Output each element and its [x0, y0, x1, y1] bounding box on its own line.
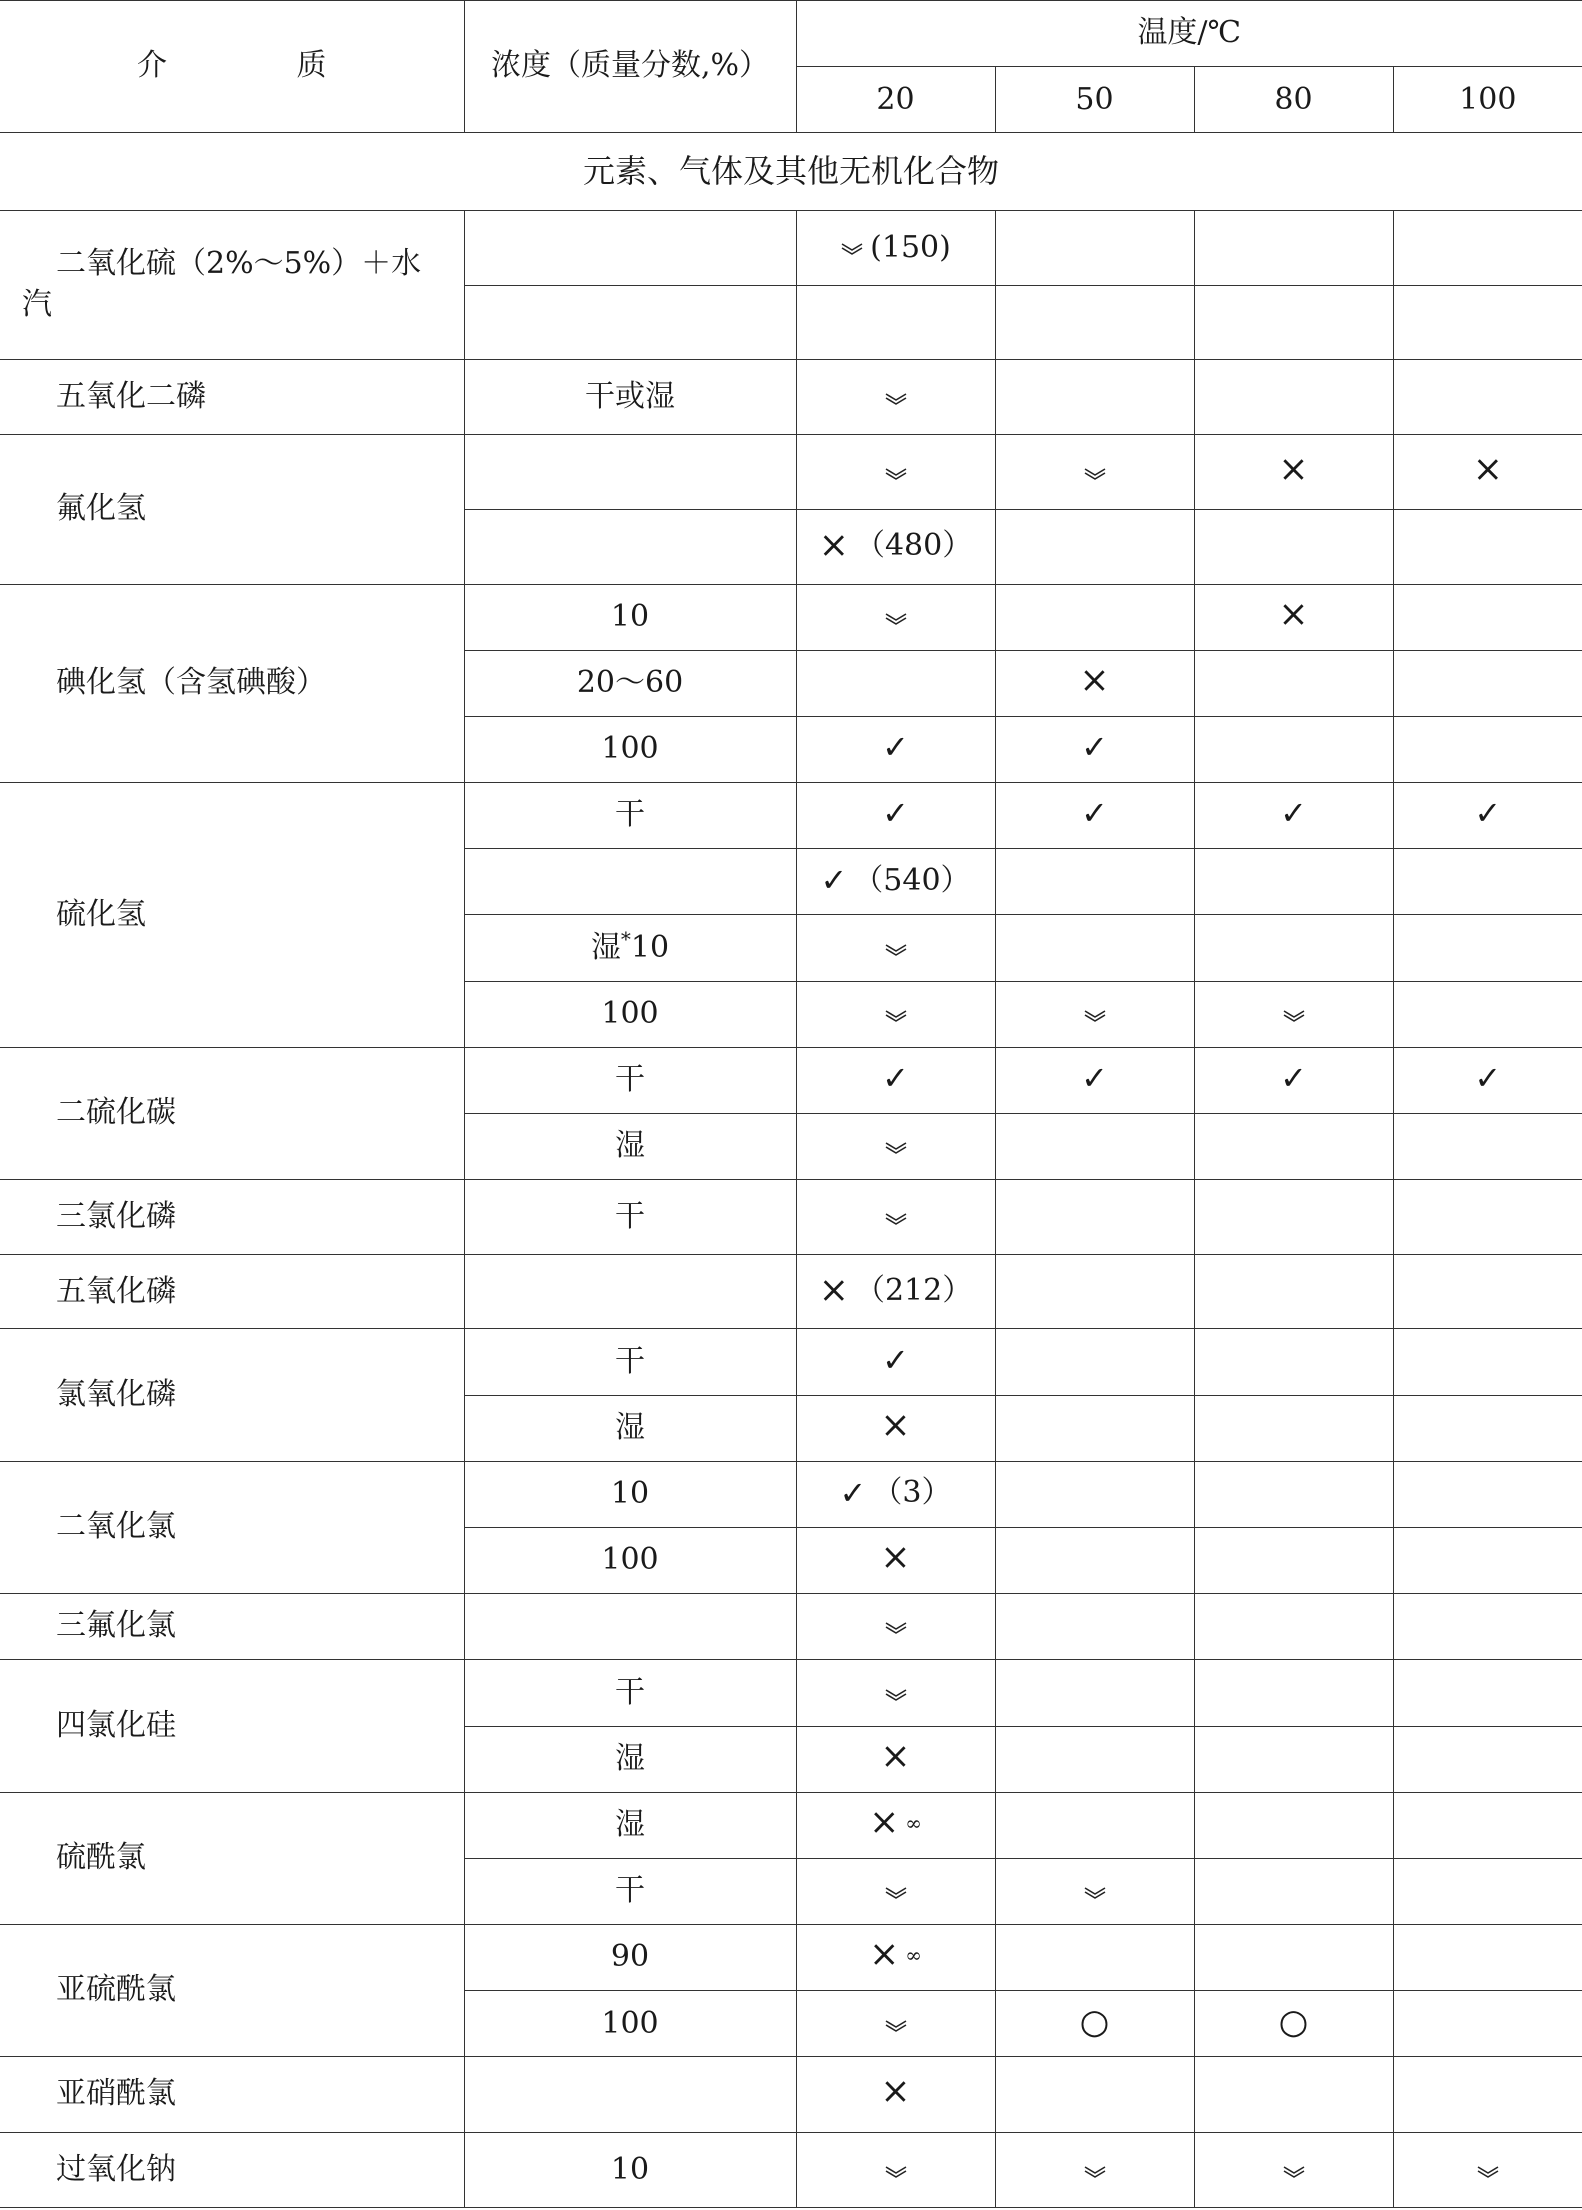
rating-cell-20 [796, 2132, 995, 2207]
table-row [0, 1180, 1582, 1255]
concentration-cell: 10 [464, 2132, 796, 2207]
rating-cell-20 [796, 1858, 995, 1924]
rating-cell-50 [995, 435, 1194, 510]
rating-cell-80 [1194, 584, 1393, 650]
double-chevron-icon [884, 1212, 908, 1226]
rating-mark [1278, 452, 1308, 488]
rating-mark [884, 392, 908, 406]
cross-icon [869, 1805, 899, 1841]
rating-cell-100 [1393, 1113, 1582, 1179]
medium-cell: 四氯化硅 [0, 1660, 464, 1792]
rating-cell-100 [1393, 1329, 1582, 1395]
concentration-cell: 10 [464, 1461, 796, 1527]
rating-cell-20 [796, 849, 995, 915]
check-icon [882, 1344, 909, 1377]
rating-cell-50 [995, 210, 1194, 285]
header-concentration: 浓度（质量分数,%） [464, 1, 796, 133]
rating-cell-50 [995, 2057, 1194, 2132]
medium-cell: 氯氧化磷 [0, 1329, 464, 1461]
table-row [0, 2132, 1582, 2207]
concentration-cell: 干 [464, 1858, 796, 1924]
rating-cell-80 [1194, 783, 1393, 849]
check-icon [1280, 797, 1307, 830]
rating-mark: × ∞ [869, 1937, 922, 1973]
medium-cell: 三氯化磷 [0, 1180, 464, 1255]
rating-cell-100 [1393, 1180, 1582, 1255]
rating-cell-50 [995, 783, 1194, 849]
rating-cell-20 [796, 584, 995, 650]
concentration-cell: 100 [464, 981, 796, 1047]
rating-mark [1081, 1062, 1108, 1095]
rating-note: （212） [854, 1272, 973, 1308]
double-chevron-icon [1282, 2165, 1306, 2179]
rating-mark [840, 228, 951, 269]
footnote-mark: * [620, 926, 631, 951]
concentration-cell [464, 435, 796, 510]
rating-cell-80 [1194, 650, 1393, 716]
rating-cell-80 [1194, 1858, 1393, 1924]
rating-cell-100 [1393, 1047, 1582, 1113]
table-row [0, 783, 1582, 849]
table-row [0, 1660, 1582, 1726]
cross-icon [1079, 663, 1109, 699]
rating-cell-100 [1393, 1255, 1582, 1329]
table-row [0, 1792, 1582, 1858]
rating-cell-80 [1194, 716, 1393, 782]
double-chevron-icon [884, 1009, 908, 1023]
rating-cell-50 [995, 1527, 1194, 1593]
concentration-cell [464, 1255, 796, 1329]
medium-cell: 二氧化硫（2%～5%）＋水汽 [0, 210, 464, 359]
rating-cell-20 [796, 1113, 995, 1179]
rating-mark [884, 1886, 908, 1900]
check-icon [1474, 1062, 1501, 1095]
rating-cell-80 [1194, 1329, 1393, 1395]
rating-mark [1476, 2165, 1500, 2179]
rating-mark: × ∞ [869, 1805, 922, 1841]
header-temp-80: 80 [1194, 67, 1393, 133]
rating-mark [1083, 1009, 1107, 1023]
rating-mark [884, 1009, 908, 1023]
rating-mark [1280, 1062, 1307, 1095]
rating-cell-50 [995, 1660, 1194, 1726]
rating-note: (150) [870, 230, 951, 266]
rating-cell-100 [1393, 849, 1582, 915]
rating-cell-80 [1194, 210, 1393, 285]
rating-note: （3） [872, 1475, 952, 1511]
rating-mark [1278, 597, 1308, 633]
check-icon [1474, 797, 1501, 830]
rating-cell-80 [1194, 1527, 1393, 1593]
medium-cell: 碘化氢（含氢碘酸） [0, 584, 464, 783]
rating-cell-50 [995, 1792, 1194, 1858]
rating-cell-50 [995, 1991, 1194, 2057]
medium-cell: 亚硫酰氯 [0, 1925, 464, 2057]
rating-mark [1079, 663, 1109, 699]
rating-cell-20 [796, 359, 995, 434]
check-icon [1081, 797, 1108, 830]
check-icon [1280, 1062, 1307, 1095]
double-chevron-icon [1282, 1009, 1306, 1023]
rating-cell-100 [1393, 1726, 1582, 1792]
rating-mark [840, 1473, 952, 1514]
rating-cell-100 [1393, 915, 1582, 981]
check-icon [1081, 731, 1108, 764]
rating-cell-80 [1194, 1255, 1393, 1329]
rating-cell-50 [995, 1047, 1194, 1113]
rating-cell-80 [1194, 2057, 1393, 2132]
double-chevron-icon [840, 242, 864, 256]
check-icon [882, 1062, 909, 1095]
concentration-cell: 90 [464, 1925, 796, 1991]
rating-cell-100 [1393, 435, 1582, 510]
concentration-cell: 100 [464, 716, 796, 782]
rating-cell-80 [1194, 1047, 1393, 1113]
rating-cell-80 [1194, 1792, 1393, 1858]
rating-cell-20 [796, 915, 995, 981]
rating-mark [819, 526, 972, 567]
double-chevron-icon [884, 1621, 908, 1635]
concentration-cell: 100 [464, 1991, 796, 2057]
rating-cell-50 [995, 510, 1194, 584]
rating-cell-80 [1194, 1461, 1393, 1527]
medium-cell: 硫化氢 [0, 783, 464, 1048]
concentration-cell [464, 285, 796, 359]
header-temp-100: 100 [1393, 67, 1582, 133]
rating-mark [880, 1540, 910, 1576]
rating-cell-50 [995, 1461, 1194, 1527]
medium-cell: 硫酰氯 [0, 1792, 464, 1924]
double-chevron-icon [884, 2165, 908, 2179]
table-row [0, 1255, 1582, 1329]
rating-cell-100 [1393, 285, 1582, 359]
rating-cell-20 [796, 981, 995, 1047]
rating-cell-50 [995, 1180, 1194, 1255]
rating-cell-50 [995, 2132, 1194, 2207]
concentration-cell: 干 [464, 1047, 796, 1113]
rating-cell-100 [1393, 1527, 1582, 1593]
rating-cell-20 [796, 1180, 995, 1255]
rating-mark [1279, 2005, 1309, 2039]
rating-cell-100 [1393, 1792, 1582, 1858]
rating-cell-100 [1393, 210, 1582, 285]
circle-icon [1080, 2005, 1110, 2039]
rating-cell-80 [1194, 435, 1393, 510]
rating-mark [884, 1141, 908, 1155]
rating-mark [1083, 2165, 1107, 2179]
cross-icon [880, 1739, 910, 1775]
rating-cell-50 [995, 359, 1194, 434]
rating-mark [882, 797, 909, 830]
rating-cell-20 [796, 1255, 995, 1329]
medium-cell: 氟化氢 [0, 435, 464, 584]
rating-mark [884, 2019, 908, 2033]
rating-cell-20 [796, 1726, 995, 1792]
rating-cell-100 [1393, 650, 1582, 716]
rating-cell-50 [995, 650, 1194, 716]
rating-cell-80 [1194, 1180, 1393, 1255]
rating-mark [884, 1621, 908, 1635]
double-chevron-icon [1083, 1886, 1107, 1900]
table-row [0, 2057, 1582, 2132]
rating-cell-100 [1393, 1594, 1582, 1660]
rating-cell-100 [1393, 1395, 1582, 1461]
rating-cell-50 [995, 285, 1194, 359]
rating-cell-50 [995, 1925, 1194, 1991]
rating-cell-100 [1393, 783, 1582, 849]
rating-cell-20 [796, 2057, 995, 2132]
rating-mark [880, 2074, 910, 2110]
rating-mark [884, 1212, 908, 1226]
rating-cell-80 [1194, 1925, 1393, 1991]
double-chevron-icon [884, 1141, 908, 1155]
rating-cell-100 [1393, 2057, 1582, 2132]
concentration-cell: 湿 [464, 1726, 796, 1792]
table-row [0, 1594, 1582, 1660]
header-temperature: 温度/℃ [796, 1, 1582, 67]
concentration-cell: 20～60 [464, 650, 796, 716]
double-chevron-icon [884, 612, 908, 626]
check-icon [840, 1477, 867, 1510]
check-icon [882, 797, 909, 830]
rating-cell-20 [796, 783, 995, 849]
concentration-cell [464, 510, 796, 584]
rating-mark [1083, 467, 1107, 481]
rating-cell-80 [1194, 285, 1393, 359]
cross-icon [819, 528, 849, 564]
rating-cell-50 [995, 584, 1194, 650]
rating-mark [1473, 452, 1503, 488]
rating-cell-80 [1194, 510, 1393, 584]
rating-mark [1474, 1062, 1501, 1095]
double-chevron-icon [884, 1886, 908, 1900]
rating-cell-100 [1393, 510, 1582, 584]
cross-icon [880, 1408, 910, 1444]
table-row [0, 584, 1582, 650]
rating-mark [882, 1062, 909, 1095]
rating-cell-80 [1194, 359, 1393, 434]
rating-cell-80 [1194, 915, 1393, 981]
table-row [0, 1329, 1582, 1395]
rating-cell-50 [995, 1858, 1194, 1924]
rating-cell-20 [796, 1660, 995, 1726]
concentration-cell [464, 210, 796, 285]
rating-cell-100 [1393, 716, 1582, 782]
rating-cell-80 [1194, 1726, 1393, 1792]
rating-cell-100 [1393, 1991, 1582, 2057]
rating-cell-50 [995, 1594, 1194, 1660]
check-icon [882, 731, 909, 764]
rating-cell-50 [995, 716, 1194, 782]
concentration-cell: 湿 [464, 1395, 796, 1461]
rating-mark [882, 1344, 909, 1377]
medium-cell: 二氧化氯 [0, 1461, 464, 1593]
rating-cell-50 [995, 1255, 1194, 1329]
rating-mark [882, 731, 909, 764]
check-icon [1081, 1062, 1108, 1095]
rating-mark [1081, 797, 1108, 830]
rating-cell-50 [995, 849, 1194, 915]
concentration-text: 湿 [590, 929, 621, 965]
concentration-cell [464, 1594, 796, 1660]
rating-cell-100 [1393, 359, 1582, 434]
rating-note: （540） [853, 862, 971, 898]
rating-cell-80 [1194, 1113, 1393, 1179]
table-row [0, 435, 1582, 510]
rating-mark [819, 1271, 972, 1312]
concentration-cell [464, 849, 796, 915]
double-chevron-icon [1476, 2165, 1500, 2179]
rating-cell-100 [1393, 1461, 1582, 1527]
medium-cell: 五氧化二磷 [0, 359, 464, 434]
table-row [0, 359, 1582, 434]
medium-cell: 五氧化磷 [0, 1255, 464, 1329]
rating-mark [884, 2165, 908, 2179]
double-chevron-icon [884, 1688, 908, 1702]
rating-cell-20 [796, 285, 995, 359]
concentration-cell: 10 [464, 584, 796, 650]
rating-cell-50 [995, 1113, 1194, 1179]
rating-mark [884, 612, 908, 626]
table-row [0, 210, 1582, 285]
rating-cell-20 [796, 510, 995, 584]
rating-cell-100 [1393, 1858, 1582, 1924]
cross-icon [1473, 452, 1503, 488]
rating-cell-20 [796, 1925, 995, 1991]
rating-cell-50 [995, 981, 1194, 1047]
double-chevron-icon [1083, 2165, 1107, 2179]
section-row [0, 133, 1582, 210]
rating-mark [880, 1739, 910, 1775]
rating-cell-100 [1393, 981, 1582, 1047]
rating-cell-20 [796, 1329, 995, 1395]
check-icon [820, 864, 847, 897]
concentration-cell: 干 [464, 1329, 796, 1395]
rating-mark [1282, 2165, 1306, 2179]
rating-cell-20 [796, 1594, 995, 1660]
rating-cell-50 [995, 1726, 1194, 1792]
rating-mark [1080, 2005, 1110, 2039]
concentration-cell: 湿 [464, 1792, 796, 1858]
cross-icon [880, 2074, 910, 2110]
rating-cell-80 [1194, 849, 1393, 915]
rating-cell-20 [796, 1792, 995, 1858]
concentration-cell: 湿 [464, 1113, 796, 1179]
double-chevron-icon [884, 467, 908, 481]
rating-cell-80 [1194, 1395, 1393, 1461]
rating-mark [820, 861, 970, 902]
concentration-cell: 干 [464, 1180, 796, 1255]
rating-cell-100 [1393, 584, 1582, 650]
rating-mark [1474, 797, 1501, 830]
concentration-cell: 干或湿 [464, 359, 796, 434]
concentration-value: 10 [630, 929, 670, 965]
rating-mark [884, 467, 908, 481]
concentration-cell [464, 2057, 796, 2132]
table-row [0, 1461, 1582, 1527]
rating-cell-80 [1194, 981, 1393, 1047]
rating-cell-80 [1194, 1594, 1393, 1660]
rating-mark [880, 1408, 910, 1444]
medium-cell: 亚硝酰氯 [0, 2057, 464, 2132]
section-title: 元素、气体及其他无机化合物 [0, 133, 1582, 210]
rating-cell-50 [995, 915, 1194, 981]
rating-cell-20 [796, 650, 995, 716]
rating-note: （480） [854, 527, 973, 563]
rating-cell-50 [995, 1329, 1194, 1395]
header-row-top [0, 1, 1582, 67]
rating-cell-20 [796, 435, 995, 510]
rating-mark [1282, 1009, 1306, 1023]
header-medium: 介 质 [0, 1, 464, 133]
double-chevron-icon [884, 2019, 908, 2033]
cross-icon [880, 1540, 910, 1576]
rating-cell-20 [796, 1461, 995, 1527]
rating-cell-50 [995, 1395, 1194, 1461]
rating-mark [1083, 1886, 1107, 1900]
rating-mark [884, 1688, 908, 1702]
rating-cell-20 [796, 1991, 995, 2057]
double-chevron-icon [884, 392, 908, 406]
medium-cell: 过氧化钠 [0, 2132, 464, 2207]
concentration-cell: 干 [464, 783, 796, 849]
rating-mark [884, 943, 908, 957]
double-chevron-icon [1083, 1009, 1107, 1023]
medium-cell: 三氟化氯 [0, 1594, 464, 1660]
rating-cell-20 [796, 716, 995, 782]
double-chevron-icon [1083, 467, 1107, 481]
rating-cell-20 [796, 210, 995, 285]
rating-cell-20 [796, 1527, 995, 1593]
rating-cell-80 [1194, 2132, 1393, 2207]
concentration-cell [464, 915, 796, 981]
concentration-cell: 干 [464, 1660, 796, 1726]
circle-icon [1279, 2005, 1309, 2039]
table-row [0, 1925, 1582, 1991]
cross-icon [869, 1937, 899, 1973]
table-row [0, 1047, 1582, 1113]
header-temp-20: 20 [796, 67, 995, 133]
cross-icon [819, 1273, 849, 1309]
rating-cell-100 [1393, 1660, 1582, 1726]
rating-cell-20 [796, 1395, 995, 1461]
header-temp-50: 50 [995, 67, 1194, 133]
cross-icon [1278, 452, 1308, 488]
medium-cell: 二硫化碳 [0, 1047, 464, 1179]
rating-mark [1280, 797, 1307, 830]
cross-icon [1278, 597, 1308, 633]
rating-cell-80 [1194, 1660, 1393, 1726]
rating-cell-20 [796, 1047, 995, 1113]
rating-cell-100 [1393, 1925, 1582, 1991]
double-chevron-icon [884, 943, 908, 957]
rating-cell-100 [1393, 2132, 1582, 2207]
rating-mark [1081, 731, 1108, 764]
rating-cell-80 [1194, 1991, 1393, 2057]
concentration-cell: 100 [464, 1527, 796, 1593]
